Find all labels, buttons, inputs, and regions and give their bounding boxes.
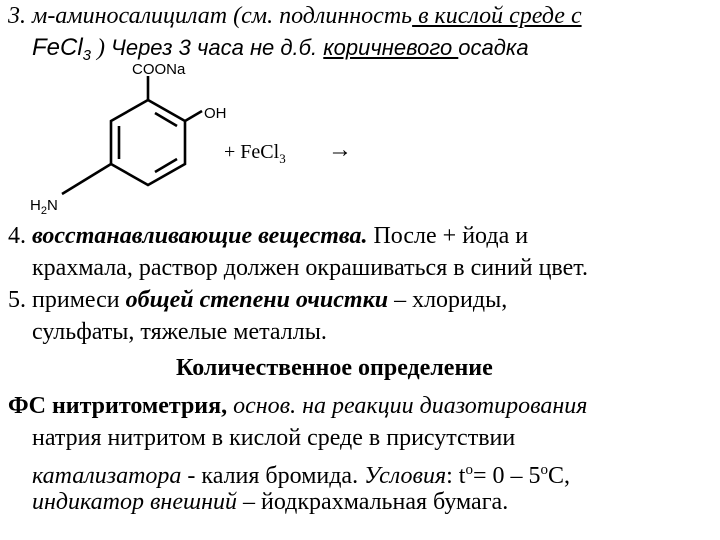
amino-bond <box>62 164 111 194</box>
item3-line1 <box>8 2 582 30</box>
item3-underlined-acid: в кислой среде с <box>412 3 582 29</box>
fs-line2: натрия нитритом в кислой среде в присутствии <box>32 425 516 451</box>
reagent-fecl3: FeCl$_3$ <box>32 34 92 64</box>
fs-line3: катализатора - калия бромида. Условия: $t^o= 0 - 5^oC$, <box>32 462 571 489</box>
section-heading: Количественное определение <box>176 355 493 381</box>
reagent-paren: ) <box>91 35 112 61</box>
coona-label: COONa <box>132 61 186 78</box>
fs-line1: ФС нитритометрия, основ. на реакции диазотирования <box>8 393 588 419</box>
item5-line2: сульфаты, тяжелые металлы. <box>32 319 327 345</box>
reaction-arrow: → <box>328 137 352 163</box>
plus-fecl3: + FeCl$_3$ <box>224 141 286 166</box>
h2n-label: $H_2N$ <box>30 197 58 217</box>
item4-line2: крахмала, раствор должен окрашиваться в синий цвет. <box>32 255 588 281</box>
fs-line4: индикатор внешний – йодкрахмальная бумага. <box>32 489 509 515</box>
item3-note: Через 3 часа не д.б. коричневого осадка <box>111 35 529 60</box>
item5-line1: 5. примеси общей степени очистки – хлориды, <box>8 287 508 313</box>
item3-prefix: 3. м-аминосалицилат (см. подлинность <box>8 3 413 29</box>
benzene-ring <box>62 76 202 194</box>
item4-line1: 4. восстанавливающие вещества. После + йода и <box>8 223 529 249</box>
hydroxyl-bond <box>185 111 202 121</box>
oh-label: OH <box>204 105 227 122</box>
